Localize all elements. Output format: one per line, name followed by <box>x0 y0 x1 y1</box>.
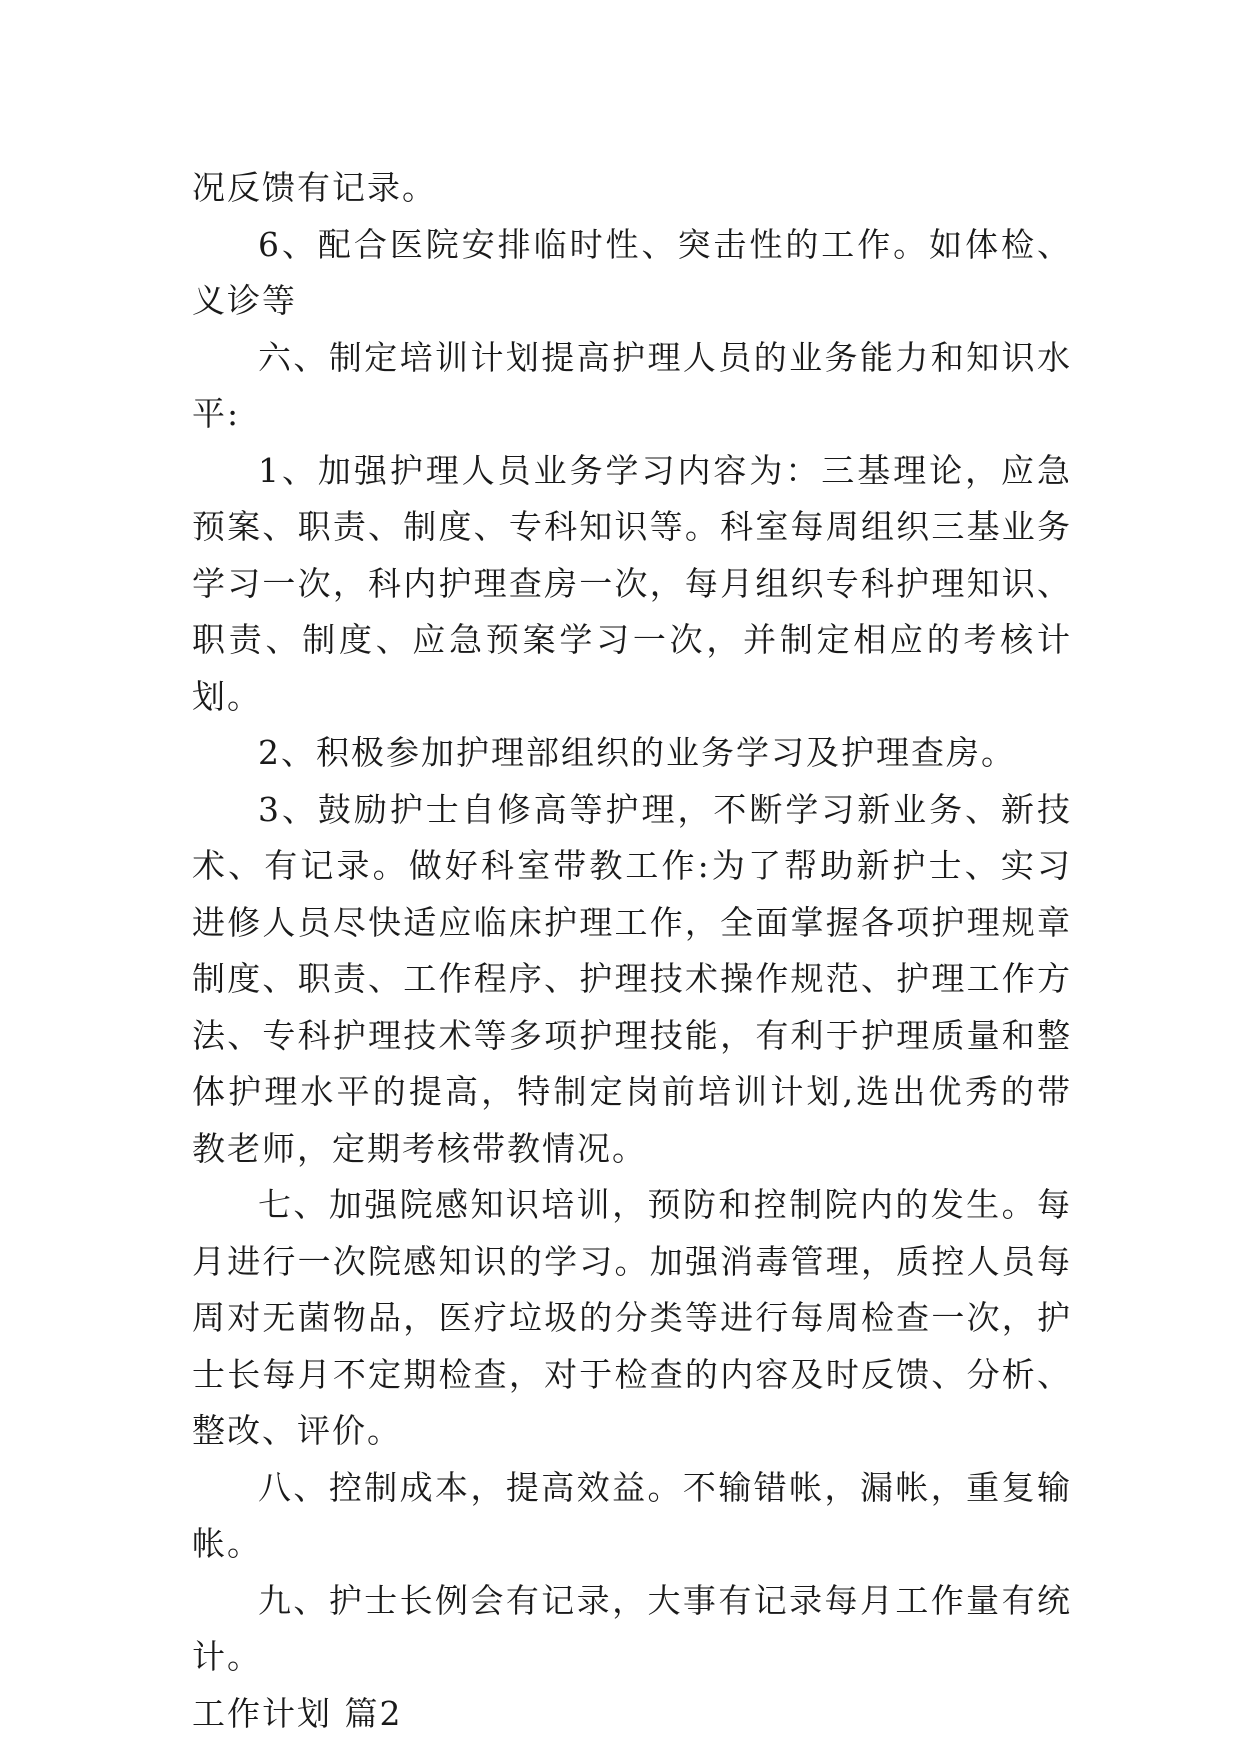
paragraph-continuation: 况反馈有记录。 <box>192 168 437 207</box>
paragraph-item-1: 1、加强护理人员业务学习内容为：三基理论，应急预案、职责、制度、专科知识等。科室每周组织三基业务学习一次，科内护理查房一次，每月组织专科护理知识、职责、制度、应急预案学习一次，并制定相应的考核计划。 <box>192 450 1072 716</box>
paragraph-item-3: 3、鼓励护士自修高等护理，不断学习新业务、新技术、有记录。做好科室带教工作:为了帮助新护士、实习进修人员尽快适应临床护理工作，全面掌握各项护理规章制度、职责、工作程序、护理技术操作规范、护理工作方法、专科护理技术等多项护理技能，有利于护理质量和整体护理水平的提高，特制定岗前培训计划,选出优秀的带教老师，定期考核带教情况。 <box>192 789 1072 1168</box>
paragraph-item-6: 6、配合医院安排临时性、突击性的工作。如体检、义诊等 <box>192 224 1072 320</box>
section-seven: 七、加强院感知识培训，预防和控制院内的发生。每月进行一次院感知识的学习。加强消毒管理，质控人员每周对无菌物品，医疗垃圾的分类等进行每周检查一次，护士长每月不定期检查，对于检查的内容及时反馈、分析、整改、评价。 <box>192 1185 1072 1450</box>
paragraph-item-2: 2、积极参加护理部组织的业务学习及护理查房。 <box>258 733 1016 772</box>
next-section-title: 工作计划 篇2 <box>192 1693 403 1733</box>
section-heading-six: 六、制定培训计划提高护理人员的业务能力和知识水平: <box>192 337 1072 433</box>
section-eight: 八、控制成本，提高效益。不输错帐，漏帐，重复输帐。 <box>192 1467 1072 1563</box>
document-body <box>192 160 1072 1742</box>
section-nine: 九、护士长例会有记录，大事有记录每月工作量有统计。 <box>192 1580 1072 1676</box>
